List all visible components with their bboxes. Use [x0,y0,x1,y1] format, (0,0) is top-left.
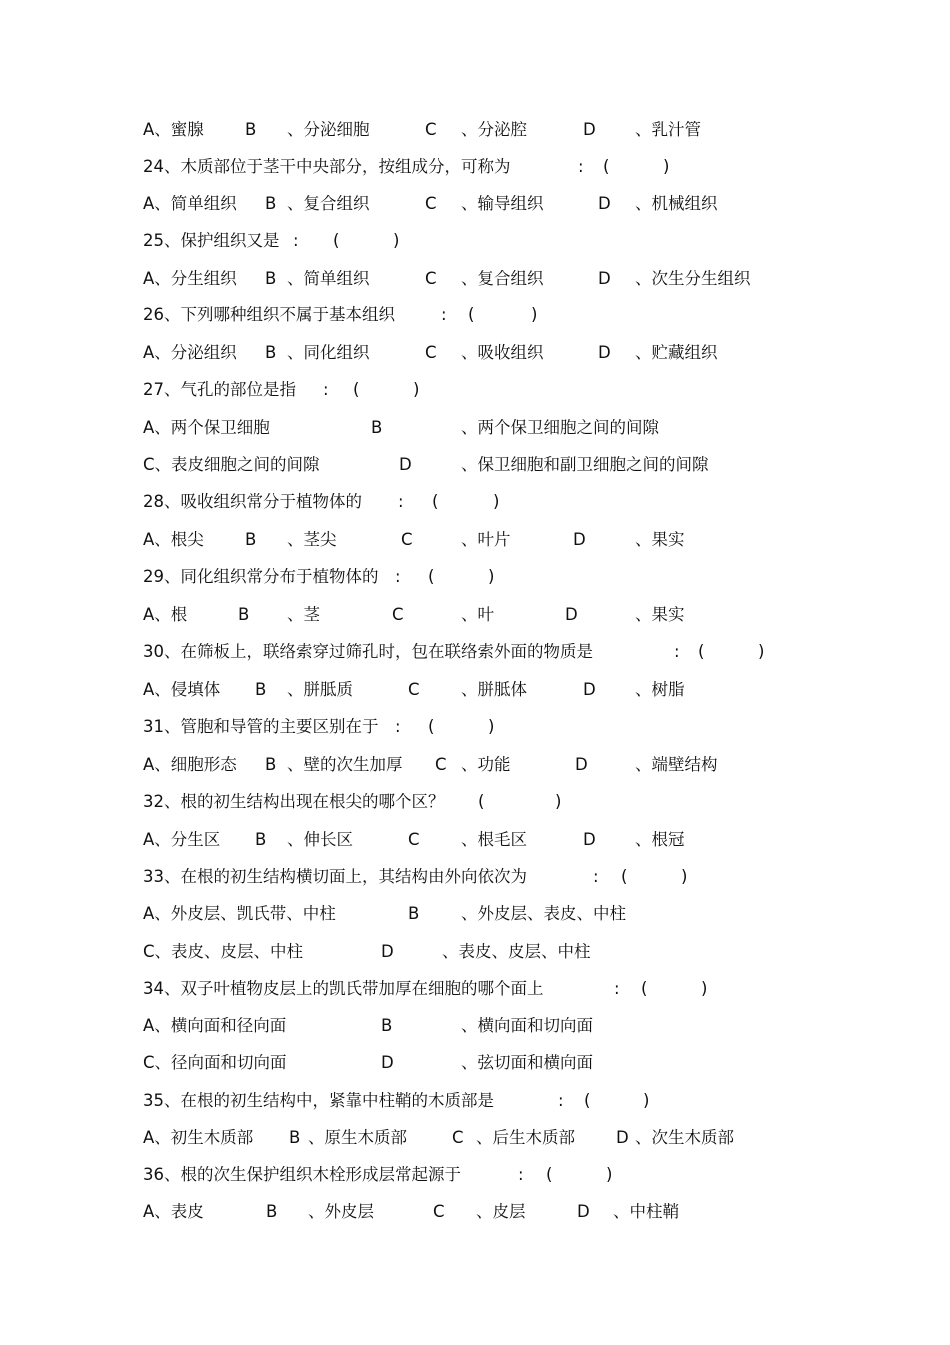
answer-bracket: ( [353,380,360,399]
question-text: 25、保护组织又是 [143,231,280,250]
option-text: 、胼胝质 [287,680,353,699]
colon: : [558,1091,564,1110]
option-text: A、分泌组织 [143,343,237,362]
option-letter: B [245,530,257,549]
option-text: 、分泌腔 [461,120,527,139]
option-text: C、表皮、皮层、中柱 [143,942,304,961]
option-letter: D [583,680,596,699]
colon: : [593,867,599,886]
option-letter: D [598,269,611,288]
option-text: 、叶 [461,605,494,624]
option-text: 、伸长区 [287,830,353,849]
option-text: A、简单组织 [143,194,237,213]
option-letter: C [452,1128,464,1147]
option-text: 、树脂 [635,680,685,699]
option-text: A、根尖 [143,530,204,549]
question-text: 32、根的初生结构出现在根尖的哪个区？ [143,792,445,811]
answer-bracket: ) [413,380,420,399]
answer-bracket: ) [531,305,538,324]
option-text: 、横向面和切向面 [461,1016,593,1035]
answer-bracket: ) [643,1091,650,1110]
option-letter: C [392,605,404,624]
question-text: 29、同化组织常分布于植物体的 [143,567,379,586]
option-letter: B [238,605,250,624]
answer-bracket: ) [606,1165,613,1184]
option-letter: D [598,194,611,213]
option-letter: D [381,1053,394,1072]
option-letter: B [265,755,277,774]
colon: : [395,717,401,736]
option-text: 、后生木质部 [476,1128,575,1147]
colon: : [395,567,401,586]
option-text: 、功能 [461,755,511,774]
option-text: 、次生木质部 [635,1128,734,1147]
colon: : [441,305,447,324]
option-letter: C [425,194,437,213]
colon: : [614,979,620,998]
option-text: C、表皮细胞之间的间隙 [143,455,320,474]
option-letter: B [265,269,277,288]
option-letter: B [371,418,383,437]
option-text: 、吸收组织 [461,343,544,362]
answer-bracket: ) [701,979,708,998]
option-text: A、横向面和径向面 [143,1016,287,1035]
option-text: 、贮藏组织 [635,343,718,362]
option-letter: C [401,530,413,549]
option-letter: B [408,904,420,923]
option-letter: B [255,830,267,849]
option-letter: B [289,1128,301,1147]
option-text: 、次生分生组织 [635,269,751,288]
answer-bracket: ( [428,567,435,586]
option-letter: B [265,194,277,213]
option-text: 、壁的次生加厚 [287,755,403,774]
answer-bracket: ) [493,492,500,511]
option-text: 、果实 [635,605,685,624]
option-letter: C [425,343,437,362]
question-text: 35、在根的初生结构中，紧靠中柱鞘的木质部是 [143,1091,494,1110]
option-text: 、复合组织 [287,194,370,213]
option-letter: C [408,680,420,699]
question-text: 31、管胞和导管的主要区别在于 [143,717,379,736]
answer-bracket: ( [603,157,610,176]
colon: : [323,380,329,399]
option-text: 、简单组织 [287,269,370,288]
option-text: 、同化组织 [287,343,370,362]
answer-bracket: ( [584,1091,591,1110]
option-letter: D [583,120,596,139]
question-text: 27、气孔的部位是指 [143,380,296,399]
answer-bracket: ( [432,492,439,511]
option-text: 、复合组织 [461,269,544,288]
question-text: 28、吸收组织常分于植物体的 [143,492,362,511]
option-letter: D [616,1128,629,1147]
answer-bracket: ) [393,231,400,250]
option-letter: D [399,455,412,474]
question-text: 36、根的次生保护组织木栓形成层常起源于 [143,1165,461,1184]
question-text: 24、木质部位于茎干中央部分，按组成分，可称为 [143,157,511,176]
option-text: A、外皮层、凯氏带、中柱 [143,904,336,923]
question-text: 26、下列哪种组织不属于基本组织 [143,305,395,324]
option-letter: D [583,830,596,849]
colon: : [293,231,299,250]
colon: : [674,642,680,661]
option-text: 、皮层 [476,1202,526,1221]
question-text: 33、在根的初生结构横切面上，其结构由外向依次为 [143,867,527,886]
answer-bracket: ( [621,867,628,886]
option-letter: C [425,269,437,288]
option-letter: D [381,942,394,961]
option-text: 、输导组织 [461,194,544,213]
option-letter: C [433,1202,445,1221]
option-text: 、茎 [287,605,320,624]
option-text: 、保卫细胞和副卫细胞之间的间隙 [461,455,709,474]
answer-bracket: ) [681,867,688,886]
option-letter: D [577,1202,590,1221]
option-letter: B [265,343,277,362]
answer-bracket: ) [758,642,765,661]
answer-bracket: ) [555,792,562,811]
option-text: 、外皮层 [308,1202,374,1221]
option-letter: B [266,1202,278,1221]
option-letter: C [425,120,437,139]
option-text: 、两个保卫细胞之间的间隙 [461,418,659,437]
answer-bracket: ( [468,305,475,324]
option-letter: D [575,755,588,774]
option-letter: D [598,343,611,362]
option-text: A、侵填体 [143,680,221,699]
option-text: 、机械组织 [635,194,718,213]
option-text: 、胼胝体 [461,680,527,699]
answer-bracket: ( [698,642,705,661]
option-text: A、初生木质部 [143,1128,254,1147]
option-text: A、两个保卫细胞 [143,418,270,437]
option-text: A、根 [143,605,188,624]
option-text: A、细胞形态 [143,755,237,774]
answer-bracket: ( [546,1165,553,1184]
option-text: 、端壁结构 [635,755,718,774]
colon: : [398,492,404,511]
option-letter: B [245,120,257,139]
option-letter: B [381,1016,393,1035]
question-text: 34、双子叶植物皮层上的凯氏带加厚在细胞的哪个面上 [143,979,544,998]
option-text: A、分生区 [143,830,221,849]
option-text: 、茎尖 [287,530,337,549]
option-letter: C [435,755,447,774]
option-letter: B [255,680,267,699]
answer-bracket: ( [478,792,485,811]
option-letter: D [573,530,586,549]
option-text: 、外皮层、表皮、中柱 [461,904,626,923]
question-text: 30、在筛板上，联络索穿过筛孔时，包在联络索外面的物质是 [143,642,593,661]
answer-bracket: ( [428,717,435,736]
option-text: 、根毛区 [461,830,527,849]
answer-bracket: ( [641,979,648,998]
answer-bracket: ) [663,157,670,176]
option-text: 、乳汁管 [635,120,701,139]
option-text: 、叶片 [461,530,511,549]
option-text: A、蜜腺 [143,120,204,139]
answer-bracket: ) [488,567,495,586]
option-text: A、表皮 [143,1202,204,1221]
option-letter: C [408,830,420,849]
answer-bracket: ) [488,717,495,736]
option-text: 、原生木质部 [308,1128,407,1147]
option-text: 、中柱鞘 [613,1202,679,1221]
option-text: 、根冠 [635,830,685,849]
option-text: 、弦切面和横向面 [461,1053,593,1072]
option-text: 、果实 [635,530,685,549]
answer-bracket: ( [333,231,340,250]
colon: : [518,1165,524,1184]
option-text: C、径向面和切向面 [143,1053,287,1072]
colon: : [578,157,584,176]
option-text: A、分生组织 [143,269,237,288]
option-text: 、表皮、皮层、中柱 [442,942,591,961]
option-letter: D [565,605,578,624]
option-text: 、分泌细胞 [287,120,370,139]
